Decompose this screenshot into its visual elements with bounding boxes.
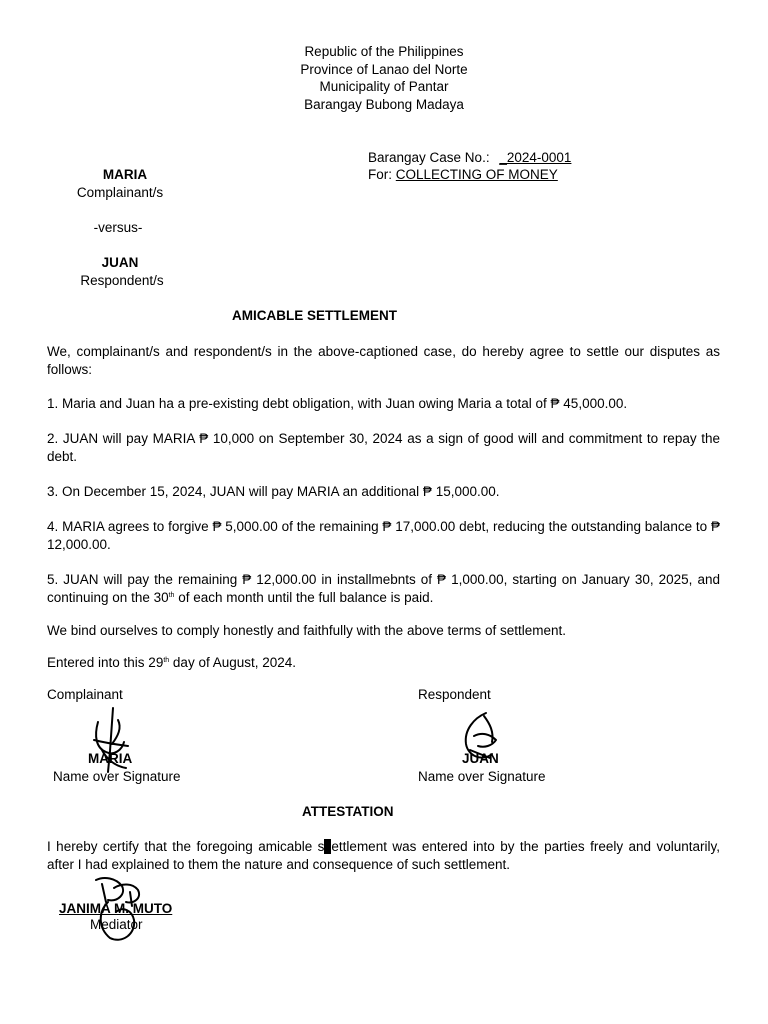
bind-statement: We bind ourselves to comply honestly and faithfully with the above terms of settlement. — [47, 623, 567, 638]
attestation-text-a: I hereby certify that the foregoing amicable s — [47, 839, 325, 854]
case-subject-value: COLLECTING OF MONEY — [395, 167, 558, 182]
term-3: 3. On December 15, 2024, JUAN will pay MARIA an additional ₱ 15,000.00. — [47, 484, 500, 499]
respondent-name: JUAN — [101, 255, 139, 270]
case-subject — [368, 166, 558, 184]
term-5-text-b: of each month until the full balance is paid. — [174, 589, 434, 605]
case-subject-label: For: — [368, 167, 393, 182]
respondent-role: Respondent/s — [80, 273, 164, 288]
attestation-text-b: ettlement was entered into by the parties freely and voluntarily, after I had explained to them the nature and consequence of such settlement. — [47, 839, 720, 872]
complainant-name: MARIA — [102, 167, 148, 182]
entered-date — [47, 654, 296, 672]
mediator-role: Mediator — [90, 917, 143, 932]
term-5-superscript: th — [168, 591, 175, 599]
header-line-municipality: Municipality of Pantar — [319, 79, 449, 94]
entered-superscript: th — [163, 657, 170, 664]
attestation-paragraph — [47, 838, 720, 873]
respondent-signature-name: JUAN — [462, 751, 499, 766]
term-4: 4. MARIA agrees to forgive ₱ 5,000.00 of the remaining ₱ 17,000.00 debt, reducing the outstanding balance to ₱ 12,000.00. — [47, 519, 720, 552]
mediator-name: JANIMA M. MUTO — [59, 901, 173, 916]
entered-text-b: day of August, 2024. — [169, 655, 297, 670]
attestation-title: ATTESTATION — [302, 804, 394, 819]
document-header — [0, 43, 768, 113]
document-title: AMICABLE SETTLEMENT — [232, 308, 397, 323]
term-2: 2. JUAN will pay MARIA ₱ 10,000 on September 30, 2024 as a sign of good will and commitment to repay the debt. — [47, 431, 720, 464]
respondent-name-over-signature: Name over Signature — [418, 769, 546, 784]
header-line-province: Province of Lanao del Norte — [300, 61, 468, 77]
term-1: 1. Maria and Juan ha a pre-existing debt obligation, with Juan owing Maria a total of ₱ 45,000.00. — [47, 396, 628, 411]
respondent-label: Respondent — [418, 687, 491, 702]
intro-paragraph: We, complainant/s and respondent/s in the above-captioned case, do hereby agree to settle our disputes as follows: — [47, 344, 720, 377]
complainant-label: Complainant — [47, 687, 123, 702]
case-number-label: Barangay Case No.: — [368, 150, 490, 165]
complainant-name-over-signature: Name over Signature — [53, 769, 181, 784]
term-5-text-a: 5. JUAN will pay the remaining ₱ 12,000.00 in installmebnts of ₱ 1,000.00, starting on January 30, 2025, and continuing on the 30 — [47, 572, 720, 605]
header-line-country: Republic of the Philippines — [304, 44, 464, 59]
complainant-signature-name: MARIA — [88, 751, 133, 766]
case-number — [368, 149, 571, 167]
entered-text-a: Entered into this 29 — [47, 655, 164, 670]
case-number-value: _2024-0001 — [499, 150, 572, 165]
term-5 — [47, 571, 720, 606]
complainant-role: Complainant/s — [76, 185, 164, 200]
versus-label: -versus- — [93, 220, 143, 235]
header-line-barangay: Barangay Bubong Madaya — [304, 96, 464, 112]
